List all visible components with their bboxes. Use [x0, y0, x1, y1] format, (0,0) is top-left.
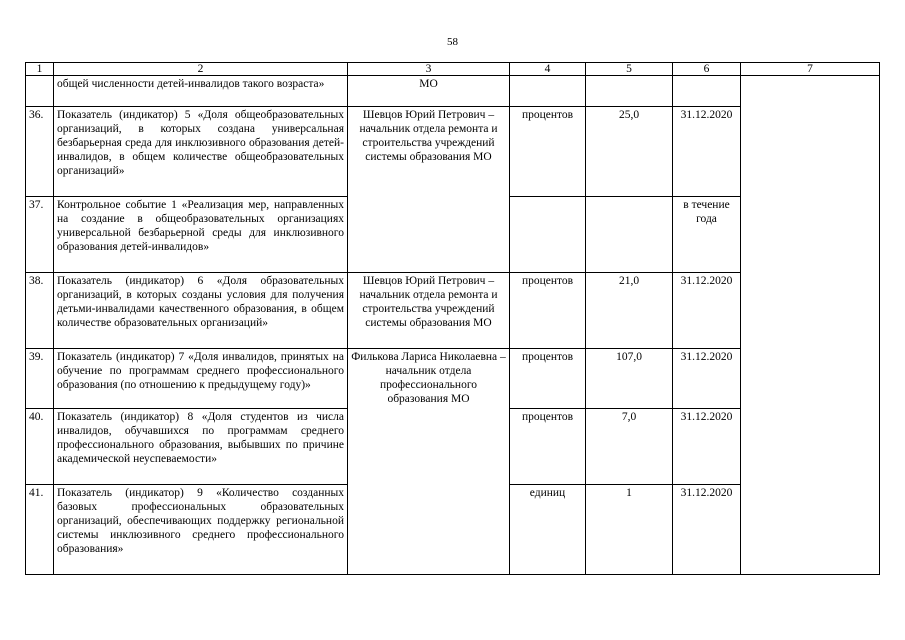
column-header: 3 — [348, 63, 510, 76]
row-value: 7,0 — [586, 409, 673, 485]
row-responsible: МО — [348, 76, 510, 107]
row-unit — [510, 76, 586, 107]
row-value: 1 — [586, 485, 673, 575]
row-value: 25,0 — [586, 107, 673, 197]
page-number: 58 — [447, 36, 458, 48]
row-number: 39. — [26, 349, 54, 409]
plan-table — [25, 62, 880, 575]
column-header: 1 — [26, 63, 54, 76]
row-responsible: Шевцов Юрий Петрович – начальник отдела ремонта и строительства учреждений системы образования МО — [348, 107, 510, 273]
row-unit: единиц — [510, 485, 586, 575]
row-description: Показатель (индикатор) 7 «Доля инвалидов, принятых на обучение по программам среднего профессионального образования (по отношению к предыдущему году)» — [54, 349, 348, 409]
table-row — [26, 76, 880, 107]
row-description: общей численности детей-инвалидов такого возраста» — [54, 76, 348, 107]
row-description: Показатель (индикатор) 9 «Количество созданных базовых профессиональных образовательных организаций, обеспечивающих поддержку региональной системы инклюзивного среднего профессионального образования» — [54, 485, 348, 575]
row-date: 31.12.2020 — [673, 273, 741, 349]
row-description: Показатель (индикатор) 5 «Доля общеобразовательных организаций, в которых создана универсальная безбарьерная среда для инклюзивного образования детей-инвалидов, в общем количестве общеобразовательных организаций» — [54, 107, 348, 197]
row-number: 41. — [26, 485, 54, 575]
row-description: Показатель (индикатор) 8 «Доля студентов из числа инвалидов, обучавшихся по программам среднего профессионального образования, выбывших по причине академической неуспеваемости» — [54, 409, 348, 485]
row-date: 31.12.2020 — [673, 409, 741, 485]
row-description: Показатель (индикатор) 6 «Доля образовательных организаций, в которых созданы условия для получения детьми-инвалидами качественного образования, в общем количестве образовательных организаций» — [54, 273, 348, 349]
row-value — [586, 76, 673, 107]
row-date: 31.12.2020 — [673, 485, 741, 575]
column-header: 4 — [510, 63, 586, 76]
row-value: 107,0 — [586, 349, 673, 409]
column-header: 5 — [586, 63, 673, 76]
column-header: 6 — [673, 63, 741, 76]
row-unit: процентов — [510, 107, 586, 197]
row-number: 36. — [26, 107, 54, 197]
row-number: 38. — [26, 273, 54, 349]
row-value — [586, 197, 673, 273]
row-responsible: Шевцов Юрий Петрович – начальник отдела ремонта и строительства учреждений системы образования МО — [348, 273, 510, 349]
row-unit — [510, 197, 586, 273]
row-note — [741, 76, 880, 575]
row-date: в течение года — [673, 197, 741, 273]
row-description: Контрольное событие 1 «Реализация мер, направленных на создание в общеобразовательных организациях универсальной безбарьерной среды для инклюзивного образования детей-инвалидов» — [54, 197, 348, 273]
row-unit: процентов — [510, 273, 586, 349]
row-date — [673, 76, 741, 107]
row-unit: процентов — [510, 349, 586, 409]
row-responsible: Филькова Лариса Николаевна – начальник отдела профессионального образования МО — [348, 349, 510, 575]
column-header: 2 — [54, 63, 348, 76]
column-header: 7 — [741, 63, 880, 76]
row-date: 31.12.2020 — [673, 349, 741, 409]
row-number: 40. — [26, 409, 54, 485]
row-date: 31.12.2020 — [673, 107, 741, 197]
column-header-row — [26, 63, 880, 76]
row-number — [26, 76, 54, 107]
row-number: 37. — [26, 197, 54, 273]
row-value: 21,0 — [586, 273, 673, 349]
row-unit: процентов — [510, 409, 586, 485]
